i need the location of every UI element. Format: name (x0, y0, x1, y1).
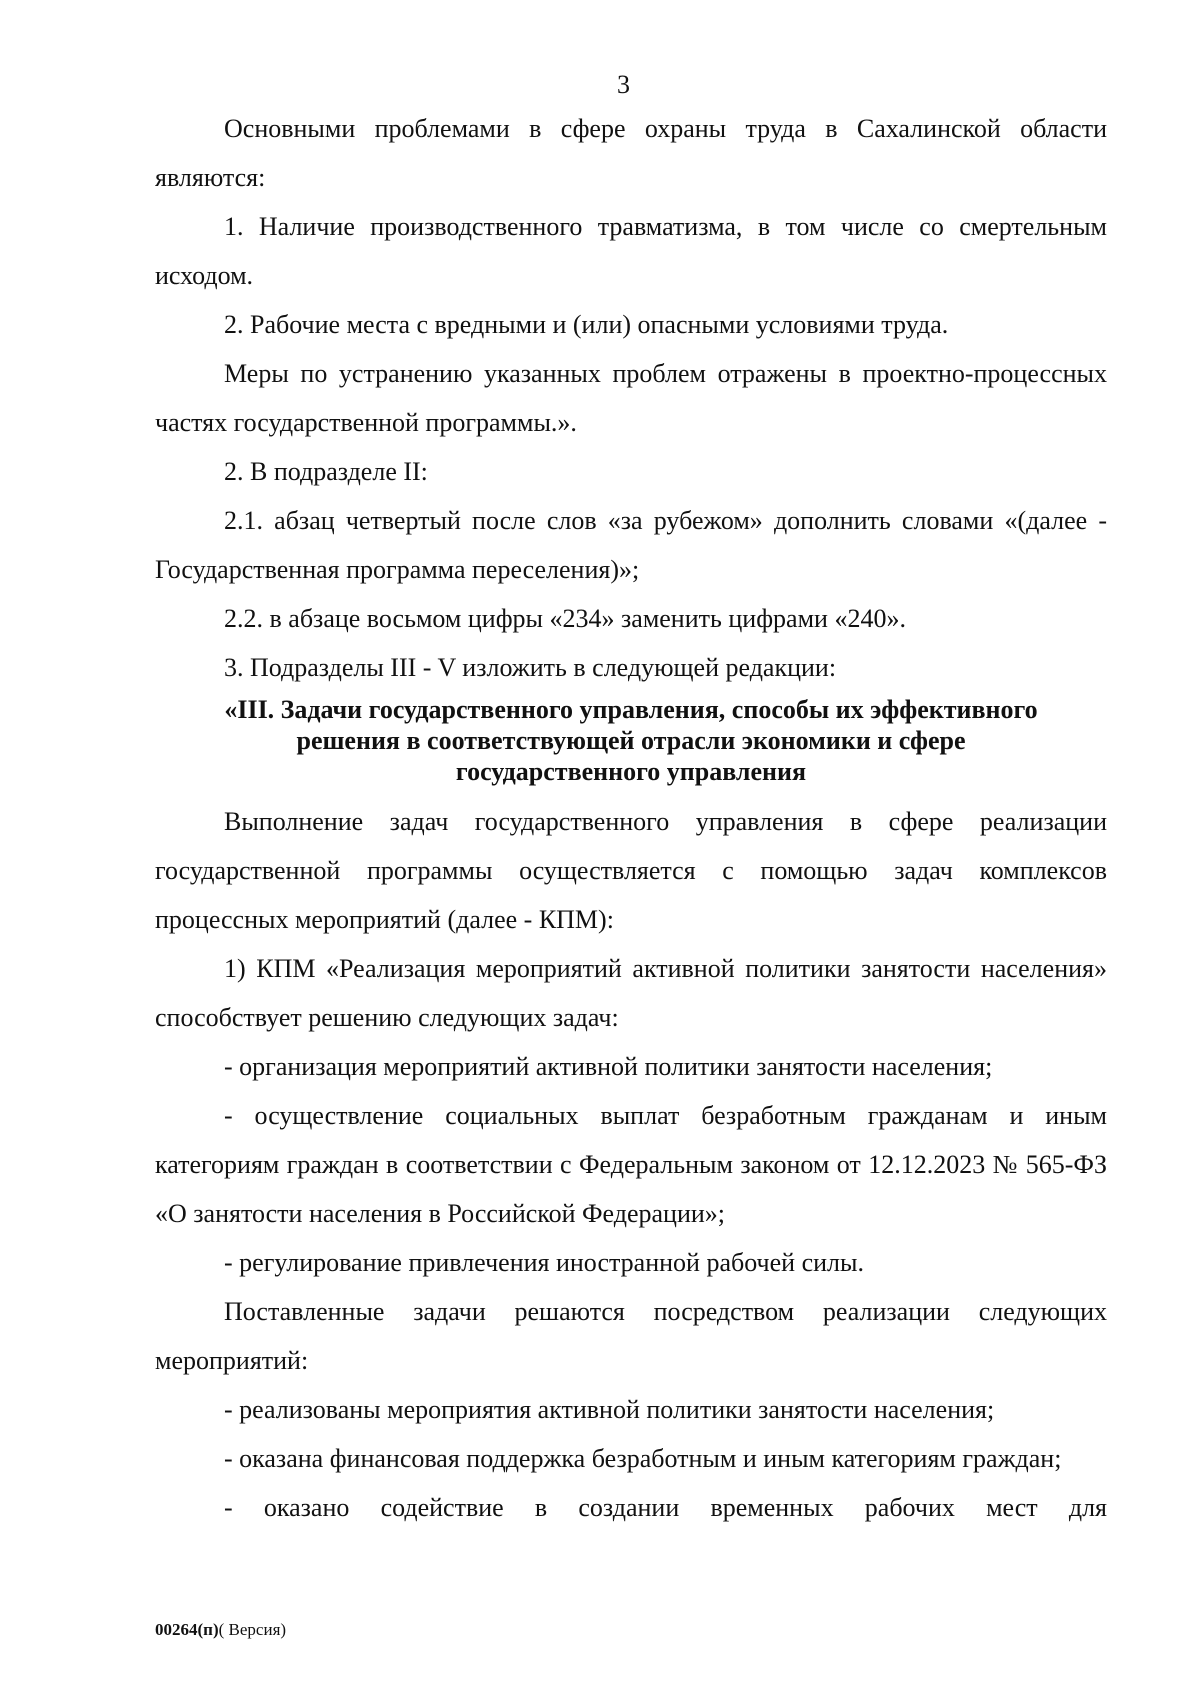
section-heading-3 (155, 694, 1107, 787)
document-code-number: 00264(п) (155, 1620, 219, 1639)
section-heading-line: государственного управления (455, 757, 807, 786)
paragraph-tasks-execution: Выполнение задач государственного управления в сфере реализации государственной программы осуществляется с помощью задач комплексов процессных мероприятий (далее - КПМ): (155, 807, 1107, 934)
document-code (155, 1620, 286, 1640)
list-item-task: - регулирование привлечения иностранной рабочей силы. (224, 1248, 864, 1277)
list-item-measure: - оказана финансовая поддержка безработным и иным категориям граждан; (224, 1444, 1062, 1473)
list-item-task: - организация мероприятий активной политики занятости населения; (224, 1052, 993, 1081)
document-body (155, 104, 1107, 1532)
paragraph-2-2: 2.2. в абзаце восьмом цифры «234» заменить цифрами «240». (224, 604, 906, 633)
paragraph-3: 3. Подразделы III - V изложить в следующей редакции: (224, 653, 837, 682)
section-heading-line: «III. Задачи государственного управления, способы их эффективного (224, 695, 1038, 724)
list-item-task: - осуществление социальных выплат безработным гражданам и иным категориям граждан в соответствии с Федеральным законом от 12.12.2023 № 565-ФЗ «О занятости населения в Российской Федерации»; (155, 1101, 1107, 1228)
paragraph-2-1: 2.1. абзац четвертый после слов «за рубежом» дополнить словами «(далее - Государственная программа переселения)»; (155, 506, 1107, 584)
page-number: 3 (617, 70, 630, 99)
section-heading-line: решения в соответствующей отрасли экономики и сфере (296, 726, 966, 755)
paragraph-kpm-1: 1) КПМ «Реализация мероприятий активной политики занятости населения» способствует решению следующих задач: (155, 954, 1107, 1032)
paragraph-problem-1: 1. Наличие производственного травматизма, в том числе со смертельным исходом. (155, 212, 1107, 290)
paragraph-tasks-solved: Поставленные задачи решаются посредством реализации следующих мероприятий: (155, 1297, 1107, 1375)
paragraph-measures: Меры по устранению указанных проблем отражены в проектно-процессных частях государственной программы.». (155, 359, 1107, 437)
paragraph-labor-safety-problems: Основными проблемами в сфере охраны труда в Сахалинской области являются: (155, 114, 1107, 192)
list-item-measure: - реализованы мероприятия активной политики занятости населения; (224, 1395, 995, 1424)
paragraph-problem-2: 2. Рабочие места с вредными и (или) опасными условиями труда. (224, 310, 949, 339)
document-version-label: ( Версия) (218, 1620, 287, 1639)
list-item-measure: - оказано содействие в создании временных рабочих мест для (224, 1493, 1107, 1522)
paragraph-subsection-2: 2. В подразделе II: (224, 457, 428, 486)
